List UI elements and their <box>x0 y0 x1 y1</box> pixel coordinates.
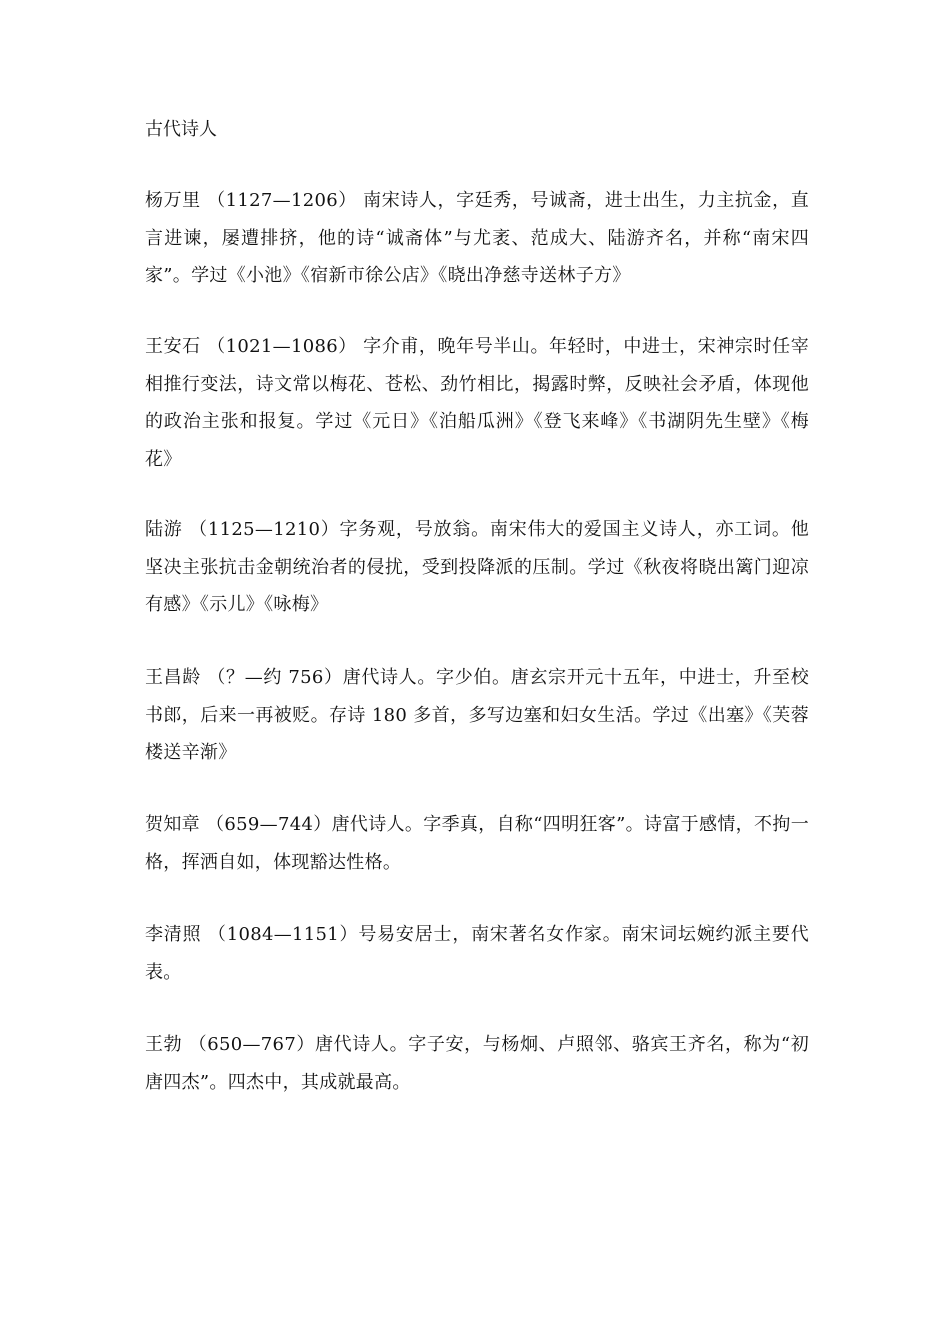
poet-entry-he-zhizhang <box>145 806 809 881</box>
poet-text: 王安石 （1021—1086） 字介甫，晚年号半山。年轻时，中进士，宋神宗时任宰相推行变法，诗文常以梅花、苍松、劲竹相比，揭露时弊，反映社会矛盾，体现他的政治主张和报复。学过《元日》《泊船瓜洲》《登飞来峰》《书湖阴先生壁》《梅花》 <box>145 336 809 470</box>
poet-text: 杨万里 （1127—1206） 南宋诗人，字廷秀，号诚斋，进士出生，力主抗金，直言进谏，屡遭排挤，他的诗“诚斋体”与尤袤、范成大、陆游齐名，并称“南宋四家”。学过《小池》《宿新市徐公店》《晓出净慈寺送林子方》 <box>145 190 809 286</box>
poet-entry-wang-anshi <box>145 328 809 478</box>
poet-text: 陆游 （1125—1210）字务观，号放翁。南宋伟大的爱国主义诗人，亦工词。他坚决主张抗击金朝统治者的侵扰，受到投降派的压制。学过《秋夜将晓出篱门迎凉有感》《示儿》《咏梅》 <box>145 519 809 615</box>
poet-entry-wang-changling <box>145 659 809 772</box>
poet-entry-wang-bo <box>145 1026 809 1101</box>
page-title: 古代诗人 <box>145 119 217 140</box>
poet-text: 王勃 （650—767）唐代诗人。字子安，与杨炯、卢照邻、骆宾王齐名，称为“初唐四杰”。四杰中，其成就最高。 <box>145 1034 809 1093</box>
poet-text: 李清照 （1084—1151）号易安居士，南宋著名女作家。南宋词坛婉约派主要代表。 <box>145 924 809 983</box>
poet-entry-lu-you <box>145 511 809 624</box>
poet-text: 贺知章 （659—744）唐代诗人。字季真，自称“四明狂客”。诗富于感情，不拘一格，挥洒自如，体现豁达性格。 <box>145 814 809 873</box>
poet-text: 王昌龄 （？—约 756）唐代诗人。字少伯。唐玄宗开元十五年，中进士，升至校书郎，后来一再被贬。存诗 180 多首，多写边塞和妇女生活。学过《出塞》《芙蓉楼送辛渐》 <box>145 667 809 763</box>
poet-entry-yang-wanli <box>145 182 809 295</box>
poet-entry-li-qingzhao <box>145 916 809 991</box>
